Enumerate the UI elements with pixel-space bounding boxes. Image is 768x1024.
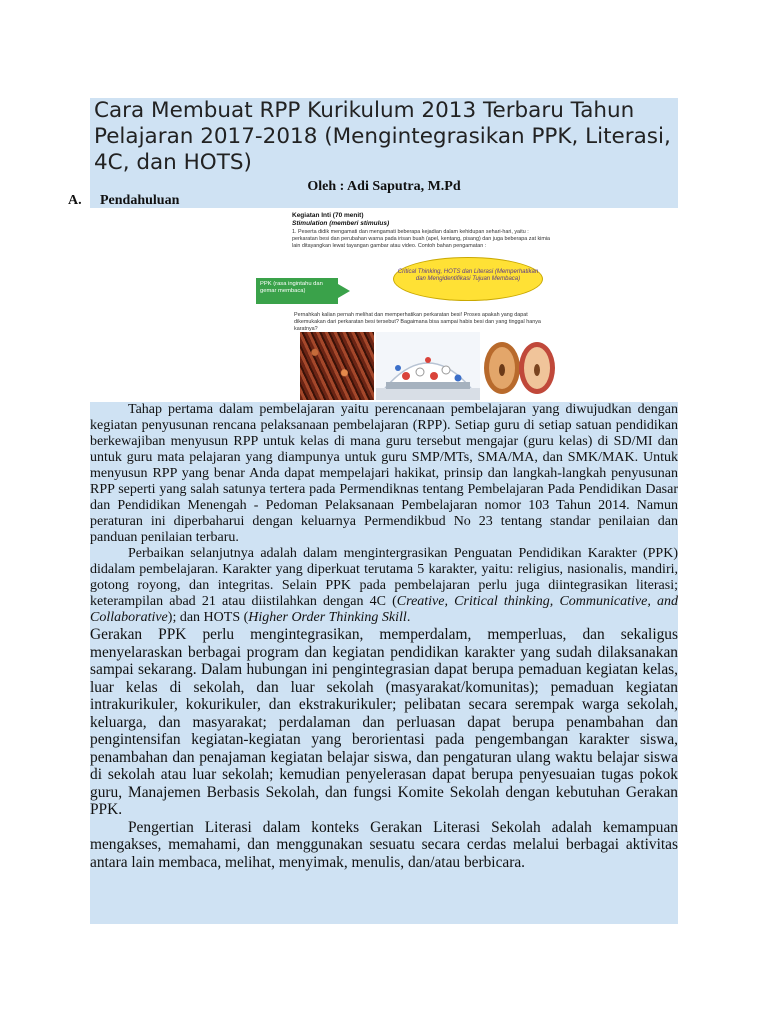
- paragraph-2-hots-term: Higher Order Thinking Skill: [248, 610, 407, 625]
- title-block: [90, 98, 678, 178]
- section-label: Pendahuluan: [100, 193, 180, 208]
- paragraph-4: Pengertian Literasi dalam konteks Gerakan Literasi Sekolah adalah kemampuan mengakses, memahami, dan menggunakan sesuatu secara cerdas melalui berbagai aktivitas antara lain membaca, melihat, menyimak, menulis, dan/atau berbicara.: [90, 818, 678, 871]
- rusting-diagram: [376, 332, 480, 400]
- paragraph-2-text-a: Perbaikan selanjutnya adalah dalam mengintergrasikan Penguatan Pendidikan Karakter (PPK) didalam pembelajaran. Karakter yang diperkuat terutama 5 karakter, yaitu: religius, nasionalis, mandiri, gotong royong, dan integritas. Selain PPK pada pembelajaran perlu juga diintegrasikan literasi; keterampilan abad 21 atau diistilahkan dengan 4C (: [90, 546, 678, 609]
- author-line: Oleh : Adi Saputra, M.Pd: [90, 178, 678, 196]
- rust-photo: [300, 332, 374, 400]
- paragraph-2-text-e: .: [406, 610, 411, 625]
- arrow-right-icon: [338, 284, 350, 298]
- figure-heading: Kegiatan Inti (70 menit): [292, 212, 364, 219]
- document-title: Cara Membuat RPP Kurikulum 2013 Terbaru Tahun Pelajaran 2017-2018 (Mengintegrasikan PPK, Literasi, 4C, dan HOTS): [94, 98, 671, 175]
- figure-subheading: Stimulation (memberi stimulus): [292, 220, 390, 227]
- paragraph-3: Gerakan PPK perlu mengintegrasikan, memperdalam, memperluas, dan sekaligus menyelaraskan berbagai program dan kegiatan pendidikan karakter yang sudah dilaksanakan sampai sekarang. Dalam hubungan ini pengintegrasian dapat berupa pemaduan kegiatan kelas, luar kelas di sekolah, dan luar sekolah (masyarakat/komunitas); pemaduan kegiatan intrakurikuler, kokurikuler, dan ekstrakurikuler; pelibatan secara serempak warga sekolah, keluarga, dan masyarakat; perdalaman dan perluasan dapat berupa penambahan dan pengintensifan kegiatan-kegiatan yang berorientasi pada pengembangan karakter siswa, penambahan dan penajaman kegiatan belajar siswa, dan pengaturan ulang waktu belajar siswa di sekolah atau luar sekolah; kemudian penyelerasan dapat berupa penyesuaian tugas pokok guru, Manajemen Berbasis Sekolah, dan fungsi Komite Sekolah dengan kebutuhan Gerakan PPK.: [90, 626, 678, 818]
- lesson-figure: [248, 208, 560, 402]
- apple-photo: [482, 332, 558, 400]
- rusting-diagram-svg: [376, 332, 480, 400]
- figure-text-instruction: 1. Peserta didik mengamati dan mengamati beberapa kejadian dalam kehidupan sehari-hari, yaitu : perkaratan besi dan perubahan warna pada irisan buah (apel, kentang, pisang) dan juga beberapa zat kimia lain ditayangkan lewat tayangan gambar atau video. Contoh bahan pengamatan :: [292, 229, 551, 249]
- paragraph-2-text-c: ); dan HOTS (: [167, 610, 249, 625]
- cloud-text: Critical Thinking, HOTS dan Literasi (Memperhatikan dan Mengidentifikasi Tujuan Membaca): [397, 269, 539, 282]
- thinking-cloud: [394, 258, 542, 300]
- apple-photo-svg: [482, 332, 558, 400]
- paragraph-2-4c-terms: Creative, Critical thinking, Communicative, and Collaborative: [90, 594, 678, 625]
- ppk-badge: PPK (rasa ingintahu dan gemar membaca): [256, 278, 338, 304]
- paragraph-1: Tahap pertama dalam pembelajaran yaitu perencanaan pembelajaran yang diwujudkan dengan kegiatan penyusunan rencana pelaksanaan pembelajaran (RPP). Setiap guru di setiap satuan pendidikan berkewajiban menyusun RPP untuk kelas di mana guru tersebut mengajar (guru kelas) di SD/MI dan untuk guru mata pelajaran yang diampunya untuk guru SMP/MTs, SMA/MA, dan SMK/MAK. Untuk menyusun RPP yang benar Anda dapat mempelajari hakikat, prinsip dan langkah-langkah penyusunan RPP seperti yang salah satunya tertera pada Permendiknas tentang Pembelajaran Pada Pendidikan Dasar dan Pendidikan Menengah - Pedoman Pelaksanaan Pembelajaran nomor 103 Tahun 2014. Namun peraturan ini diperbaharui dengan keluarnya Permendikbud No 23 tentang standar penilaian dan panduan penilaian terbaru.: [90, 402, 678, 545]
- figure-text-question: Pernahkah kalian pernah melihat dan memperhatikan perkaratan besi! Proses apakah yang dapat dikemukakan dari perkaratan besi tersebut? Bagaimana bisa sampai habis besi dan yang tinggal hanya karatnya?: [294, 312, 541, 332]
- body-text: [90, 402, 678, 924]
- section-heading: [68, 193, 179, 209]
- paragraph-2: [90, 546, 678, 626]
- section-number: A.: [68, 193, 82, 208]
